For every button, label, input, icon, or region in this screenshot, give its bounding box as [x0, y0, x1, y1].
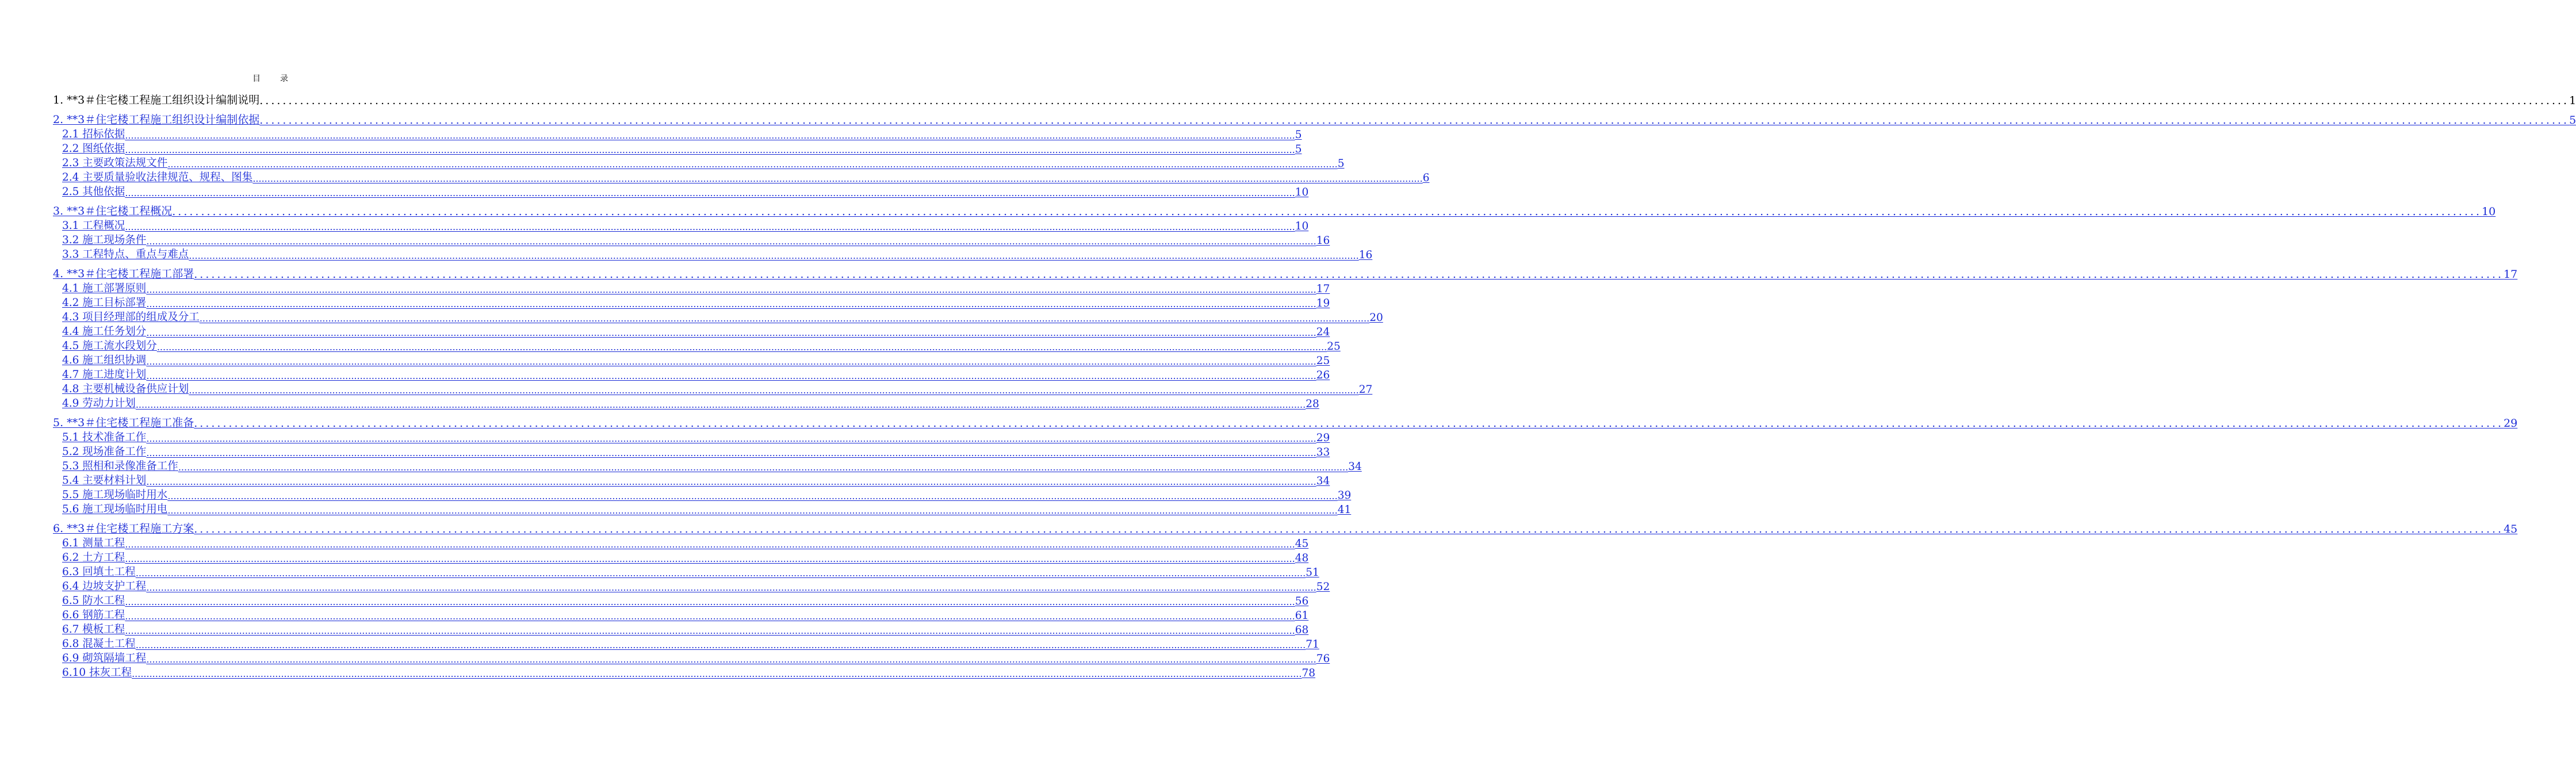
toc-entry-title: 6.4 边坡支护工程	[62, 580, 147, 592]
toc-entry-title: 3. **3＃住宅楼工程概况	[53, 205, 173, 217]
toc-section-entry[interactable]	[53, 502, 1352, 516]
toc-leader-dots: ................................................................................................................................................................................................................................................................................................................................................................................................................	[146, 299, 1316, 309]
toc-chapter-entry[interactable]	[53, 110, 2576, 127]
toc-leader-dots: ................................................................................................................................................................................................................................................................................................................................................................................................................	[125, 596, 1295, 607]
toc-page-number: 17	[2504, 268, 2518, 281]
toc-page-number: 5	[1295, 143, 1302, 155]
toc-leader-dots: ................................................................................................................................................................................................................................................................................................................................................................................................................	[194, 523, 2504, 535]
toc-section-entry[interactable]	[53, 458, 1362, 473]
toc-leader-dots: ................................................................................................................................................................................................................................................................................................................................................................................................................	[125, 611, 1295, 622]
toc-leader-dots: ................................................................................................................................................................................................................................................................................................................................................................................................................	[146, 236, 1316, 247]
toc-section-entry[interactable]	[53, 324, 1330, 338]
toc-leader-dots: ................................................................................................................................................................................................................................................................................................................................................................................................................	[125, 130, 1295, 141]
toc-entry-title: 6. **3＃住宅楼工程施工方案	[53, 522, 194, 535]
toc-page-number: 56	[1295, 595, 1309, 607]
toc-leader-dots: ................................................................................................................................................................................................................................................................................................................................................................................................................	[146, 447, 1316, 458]
toc-section-entry[interactable]	[53, 338, 1341, 353]
toc-entry-title: 6.5 防水工程	[62, 595, 125, 607]
toc-entry-title: 2. **3＃住宅楼工程施工组织设计编制依据	[53, 113, 260, 126]
toc-entry-title: 5.2 现场准备工作	[62, 446, 147, 458]
toc-page-number: 48	[1295, 552, 1309, 564]
toc-leader-dots: ................................................................................................................................................................................................................................................................................................................................................................................................................	[135, 568, 1306, 579]
toc-page-number: 68	[1295, 624, 1309, 636]
toc-entry-title: 6.9 砌筑隔墙工程	[62, 652, 147, 664]
toc-leader-dots: ................................................................................................................................................................................................................................................................................................................................................................................................................	[178, 462, 1349, 473]
toc-page-number: 51	[1306, 567, 1319, 579]
toc-leader-dots: ................................................................................................................................................................................................................................................................................................................................................................................................................	[167, 491, 1338, 502]
toc-page-number: 24	[1316, 326, 1330, 338]
toc-leader-dots: ................................................................................................................................................................................................................................................................................................................................................................................................................	[146, 327, 1316, 338]
toc-entry-title: 5.5 施工现场临时用水	[62, 489, 168, 501]
toc-page-number: 5	[2569, 114, 2576, 127]
toc-section-entry[interactable]	[53, 607, 1309, 622]
toc-page-number: 41	[1337, 504, 1352, 516]
toc-leader-dots: ................................................................................................................................................................................................................................................................................................................................................................................................................	[146, 356, 1316, 367]
toc-section-entry[interactable]	[53, 218, 1309, 232]
toc-page-number: 71	[1306, 638, 1319, 650]
toc-page-number: 16	[1316, 235, 1330, 247]
toc-leader-dots: ................................................................................................................................................................................................................................................................................................................................................................................................................	[125, 221, 1295, 232]
toc-page-number: 17	[1316, 283, 1330, 295]
toc-entry-title: 4.6 施工组织协调	[62, 354, 147, 366]
toc-entry-title: 4.5 施工流水段划分	[62, 340, 157, 352]
toc-entry-title: 2.1 招标依据	[62, 128, 125, 140]
toc-section-entry[interactable]	[53, 127, 1302, 141]
toc-entry-title: 6.10 抹灰工程	[62, 667, 132, 679]
toc-entry-title: 5. **3＃住宅楼工程施工准备	[53, 416, 194, 429]
toc-page-number: 26	[1316, 369, 1330, 381]
toc-section-entry[interactable]	[53, 593, 1309, 607]
toc-section-entry[interactable]	[53, 487, 1352, 502]
toc-page-number: 5	[1295, 129, 1302, 141]
toc-section-entry[interactable]	[53, 170, 1430, 184]
toc-leader-dots: ................................................................................................................................................................................................................................................................................................................................................................................................................	[194, 268, 2504, 281]
toc-page-number: 5	[1337, 158, 1345, 170]
toc-leader-dots: ................................................................................................................................................................................................................................................................................................................................................................................................................	[167, 159, 1338, 170]
toc-section-entry[interactable]	[53, 444, 1330, 458]
toc-section-entry[interactable]	[53, 636, 1319, 650]
toc-page-number: 39	[1337, 489, 1352, 502]
toc-leader-dots: ................................................................................................................................................................................................................................................................................................................................................................................................................	[252, 173, 1423, 184]
toc-section-entry[interactable]	[53, 430, 1330, 444]
toc-entry-title: 2.2 图纸依据	[62, 143, 125, 155]
toc-entry-title: 6.1 测量工程	[62, 537, 125, 549]
toc-section-entry[interactable]	[53, 550, 1309, 564]
toc-entry-title: 4.8 主要机械设备供应计划	[62, 383, 189, 395]
toc-leader-dots: ................................................................................................................................................................................................................................................................................................................................................................................................................	[259, 94, 2570, 107]
toc-chapter-entry[interactable]	[53, 202, 2496, 218]
toc-chapter-entry	[53, 91, 2576, 107]
toc-page-number: 33	[1316, 446, 1330, 458]
toc-leader-dots: ................................................................................................................................................................................................................................................................................................................................................................................................................	[125, 625, 1295, 636]
toc-leader-dots: ................................................................................................................................................................................................................................................................................................................................................................................................................	[125, 187, 1295, 198]
toc-section-entry[interactable]	[53, 564, 1319, 579]
toc-entry-title: 4.3 项目经理部的组成及分工	[62, 311, 200, 323]
toc-entry-title: 5.1 技术准备工作	[62, 431, 147, 443]
toc-entry-title: 4.9 劳动力计划	[62, 397, 136, 410]
toc-entry-title: 6.3 回填土工程	[62, 566, 136, 578]
toc-section-entry[interactable]	[53, 665, 1315, 679]
toc-entry-title: 1. **3＃住宅楼工程施工组织设计编制说明	[53, 94, 260, 106]
toc-leader-dots: ................................................................................................................................................................................................................................................................................................................................................................................................................	[199, 313, 1370, 324]
toc-section-entry[interactable]	[53, 155, 1345, 170]
toc-page-number: 52	[1316, 581, 1330, 593]
toc-title: 目 录	[252, 74, 294, 83]
toc-page-number: 10	[1295, 220, 1309, 232]
toc-entry-title: 6.8 混凝土工程	[62, 638, 136, 650]
toc-section-entry[interactable]	[53, 184, 1309, 198]
table-of-contents	[53, 91, 2576, 679]
toc-section-entry[interactable]	[53, 295, 1330, 309]
toc-leader-dots: ................................................................................................................................................................................................................................................................................................................................................................................................................	[167, 505, 1338, 516]
toc-leader-dots: ................................................................................................................................................................................................................................................................................................................................................................................................................	[146, 582, 1316, 593]
toc-section-entry[interactable]	[53, 381, 1373, 396]
toc-section-entry[interactable]	[53, 473, 1330, 487]
toc-page-number: 20	[1369, 312, 1383, 324]
toc-section-entry[interactable]	[53, 367, 1330, 381]
toc-leader-dots: ................................................................................................................................................................................................................................................................................................................................................................................................................	[125, 539, 1295, 550]
toc-page-number: 16	[1358, 249, 1373, 261]
toc-leader-dots: ................................................................................................................................................................................................................................................................................................................................................................................................................	[189, 385, 1359, 396]
toc-entry-title: 2.5 其他依据	[62, 186, 125, 198]
toc-leader-dots: ................................................................................................................................................................................................................................................................................................................................................................................................................	[156, 342, 1327, 353]
toc-section-entry[interactable]	[53, 535, 1309, 550]
toc-entry-title: 4.2 施工目标部署	[62, 297, 147, 309]
toc-page-number: 34	[1348, 461, 1362, 473]
toc-page-number: 45	[1295, 538, 1309, 550]
toc-leader-dots: ................................................................................................................................................................................................................................................................................................................................................................................................................	[259, 114, 2570, 127]
toc-page-number: 25	[1327, 340, 1341, 353]
toc-leader-dots: ................................................................................................................................................................................................................................................................................................................................................................................................................	[146, 284, 1316, 295]
toc-entry-title: 4. **3＃住宅楼工程施工部署	[53, 267, 194, 280]
toc-page-number: 1	[2569, 94, 2576, 107]
toc-entry-title: 6.6 钢筋工程	[62, 609, 125, 621]
toc-leader-dots: ................................................................................................................................................................................................................................................................................................................................................................................................................	[194, 417, 2504, 430]
toc-section-entry[interactable]	[53, 281, 1330, 295]
toc-section-entry[interactable]	[53, 141, 1302, 155]
toc-leader-dots: ................................................................................................................................................................................................................................................................................................................................................................................................................	[135, 640, 1306, 650]
toc-leader-dots: ................................................................................................................................................................................................................................................................................................................................................................................................................	[172, 205, 2482, 218]
toc-leader-dots: ................................................................................................................................................................................................................................................................................................................................................................................................................	[146, 433, 1316, 444]
toc-leader-dots: ................................................................................................................................................................................................................................................................................................................................................................................................................	[146, 370, 1316, 381]
toc-chapter-entry[interactable]	[53, 265, 2518, 281]
toc-entry-title: 4.1 施工部署原则	[62, 282, 147, 294]
toc-leader-dots: ................................................................................................................................................................................................................................................................................................................................................................................................................	[132, 668, 1302, 679]
toc-section-entry[interactable]	[53, 396, 1319, 410]
toc-page-number: 27	[1358, 384, 1373, 396]
toc-section-entry[interactable]	[53, 650, 1330, 665]
toc-entry-title: 2.3 主要政策法规文件	[62, 157, 168, 169]
toc-page-number: 34	[1316, 475, 1330, 487]
toc-section-entry[interactable]	[53, 309, 1383, 324]
toc-entry-title: 5.4 主要材料计划	[62, 474, 147, 487]
toc-entry-title: 3.3 工程特点、重点与难点	[62, 248, 189, 261]
toc-page-number: 78	[1302, 667, 1315, 679]
toc-page-number: 28	[1306, 398, 1319, 410]
toc-page-number: 10	[1295, 186, 1309, 198]
toc-entry-title: 5.3 照相和录像准备工作	[62, 460, 178, 472]
toc-entry-title: 5.6 施工现场临时用电	[62, 503, 168, 515]
toc-chapter-entry[interactable]	[53, 519, 2518, 535]
toc-page-number: 10	[2482, 205, 2496, 218]
toc-leader-dots: ................................................................................................................................................................................................................................................................................................................................................................................................................	[125, 553, 1295, 564]
toc-entry-title: 2.4 主要质量验收法律规范、规程、图集	[62, 171, 253, 183]
toc-entry-title: 4.4 施工任务划分	[62, 326, 147, 338]
toc-page-number: 76	[1316, 653, 1330, 665]
toc-page-number: 29	[1316, 432, 1330, 444]
toc-entry-title: 3.2 施工现场条件	[62, 234, 147, 246]
toc-leader-dots: ................................................................................................................................................................................................................................................................................................................................................................................................................	[125, 144, 1295, 155]
toc-chapter-entry[interactable]	[53, 414, 2518, 430]
toc-entry-title: 3.1 工程概况	[62, 220, 125, 232]
toc-section-entry[interactable]	[53, 622, 1309, 636]
toc-page-number: 45	[2504, 523, 2518, 535]
toc-entry-title: 6.7 模板工程	[62, 623, 125, 636]
toc-page-number: 61	[1295, 610, 1309, 622]
toc-leader-dots: ................................................................................................................................................................................................................................................................................................................................................................................................................	[189, 250, 1359, 261]
toc-page-number: 29	[2504, 417, 2518, 430]
toc-page-number: 19	[1316, 297, 1330, 309]
toc-entry-title: 4.7 施工进度计划	[62, 369, 147, 381]
toc-section-entry[interactable]	[53, 247, 1373, 261]
toc-entry-title: 6.2 土方工程	[62, 552, 125, 564]
toc-leader-dots: ................................................................................................................................................................................................................................................................................................................................................................................................................	[135, 399, 1306, 410]
toc-section-entry[interactable]	[53, 579, 1330, 593]
toc-page-number: 25	[1316, 355, 1330, 367]
toc-page-number: 6	[1422, 172, 1430, 184]
toc-leader-dots: ................................................................................................................................................................................................................................................................................................................................................................................................................	[146, 476, 1316, 487]
toc-section-entry[interactable]	[53, 232, 1330, 247]
toc-section-entry[interactable]	[53, 353, 1330, 367]
toc-leader-dots: ................................................................................................................................................................................................................................................................................................................................................................................................................	[146, 654, 1316, 665]
